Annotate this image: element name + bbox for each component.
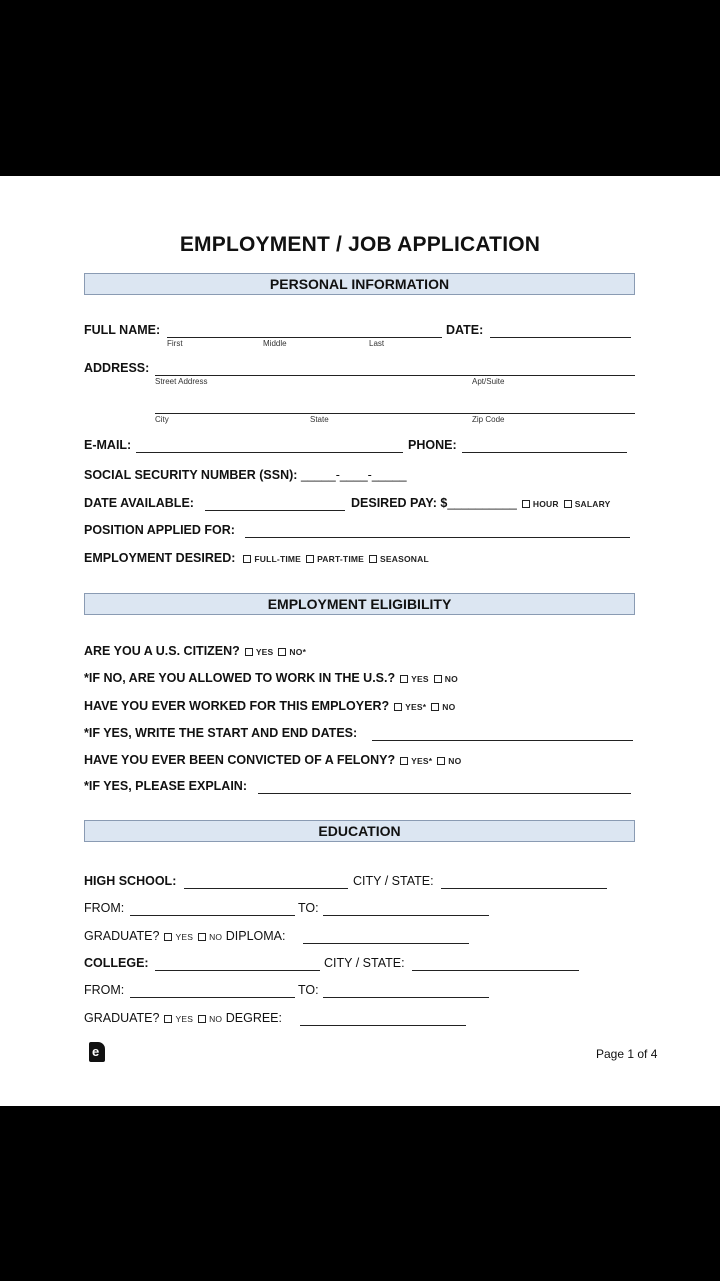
street-address-field[interactable] bbox=[155, 375, 635, 376]
no-option: NO bbox=[442, 702, 456, 712]
college-label: COLLEGE: bbox=[84, 956, 149, 970]
allowed-to-work-row bbox=[84, 671, 458, 685]
section-header-education: EDUCATION bbox=[84, 820, 635, 842]
college-graduate-no-checkbox[interactable] bbox=[198, 1015, 206, 1023]
page-title: EMPLOYMENT / JOB APPLICATION bbox=[179, 233, 541, 256]
explain-field[interactable] bbox=[258, 793, 631, 794]
zip-sublabel: Zip Code bbox=[472, 415, 505, 424]
college-from-field[interactable] bbox=[130, 997, 295, 998]
degree-field[interactable] bbox=[300, 1025, 466, 1026]
employment-desired-row bbox=[84, 551, 429, 565]
middle-sublabel: Middle bbox=[263, 339, 287, 348]
hs-city-state-field[interactable] bbox=[441, 888, 607, 889]
allowed-yes-checkbox[interactable] bbox=[400, 675, 408, 683]
hs-to-label: TO: bbox=[298, 901, 319, 915]
email-label: E-MAIL: bbox=[84, 438, 132, 452]
college-to-label: TO: bbox=[298, 983, 319, 997]
date-available-label: DATE AVAILABLE: bbox=[84, 496, 194, 510]
street-sublabel: Street Address bbox=[155, 377, 208, 386]
hour-option: HOUR bbox=[532, 499, 559, 509]
email-field[interactable] bbox=[136, 452, 403, 453]
hs-from-label: FROM: bbox=[84, 901, 125, 915]
felony-question: HAVE YOU EVER BEEN CONVICTED OF A FELONY? bbox=[84, 753, 396, 767]
yes-option: YES* bbox=[405, 702, 427, 712]
seasonal-checkbox[interactable] bbox=[369, 555, 377, 563]
citizen-question: ARE YOU A U.S. CITIZEN? bbox=[84, 644, 240, 658]
logo-letter: e bbox=[92, 1044, 100, 1059]
eforms-logo-icon bbox=[89, 1042, 105, 1062]
hs-graduate-row bbox=[84, 929, 285, 943]
city-sublabel: City bbox=[155, 415, 169, 424]
diploma-field[interactable] bbox=[303, 943, 469, 944]
full-name-label: FULL NAME: bbox=[84, 323, 161, 337]
salary-option: SALARY bbox=[574, 499, 611, 509]
position-label: POSITION APPLIED FOR: bbox=[84, 523, 235, 537]
desired-pay-row bbox=[351, 496, 611, 510]
worked-yes-checkbox[interactable] bbox=[394, 703, 402, 711]
document-page bbox=[0, 176, 720, 1106]
state-sublabel: State bbox=[310, 415, 329, 424]
no-option: NO bbox=[209, 932, 223, 942]
date-available-field[interactable] bbox=[205, 510, 345, 511]
felony-no-checkbox[interactable] bbox=[437, 757, 445, 765]
part-time-option: PART-TIME bbox=[317, 554, 365, 564]
ssn-row bbox=[84, 468, 407, 482]
high-school-field[interactable] bbox=[184, 888, 348, 889]
yes-option: YES bbox=[255, 647, 274, 657]
salary-checkbox[interactable] bbox=[564, 500, 572, 508]
yes-option: YES bbox=[411, 674, 429, 684]
phone-field[interactable] bbox=[462, 452, 627, 453]
date-label: DATE: bbox=[446, 323, 484, 337]
hs-city-state-label: CITY / STATE: bbox=[353, 874, 434, 888]
hs-graduate-label: GRADUATE? bbox=[84, 929, 160, 943]
degree-label: DEGREE: bbox=[225, 1011, 282, 1025]
page-number: Page 1 of 4 bbox=[596, 1047, 658, 1061]
city-state-zip-field[interactable] bbox=[155, 413, 635, 414]
yes-option: YES* bbox=[411, 756, 433, 766]
ssn-label: SOCIAL SECURITY NUMBER (SSN): bbox=[84, 468, 298, 482]
start-end-dates-label: *IF YES, WRITE THE START AND END DATES: bbox=[84, 726, 358, 740]
full-time-checkbox[interactable] bbox=[243, 555, 251, 563]
hs-graduate-yes-checkbox[interactable] bbox=[164, 933, 172, 941]
no-option: NO bbox=[209, 1014, 223, 1024]
worked-no-checkbox[interactable] bbox=[431, 703, 439, 711]
worked-for-employer-question: HAVE YOU EVER WORKED FOR THIS EMPLOYER? bbox=[84, 699, 390, 713]
hs-to-field[interactable] bbox=[323, 915, 489, 916]
hs-graduate-no-checkbox[interactable] bbox=[198, 933, 206, 941]
yes-option: YES bbox=[175, 1014, 194, 1024]
first-sublabel: First bbox=[167, 339, 183, 348]
full-name-field[interactable] bbox=[167, 337, 442, 338]
ssn-field[interactable]: _____-____-_____ bbox=[300, 468, 407, 482]
college-from-label: FROM: bbox=[84, 983, 125, 997]
college-to-field[interactable] bbox=[323, 997, 489, 998]
allowed-to-work-question: *IF NO, ARE YOU ALLOWED TO WORK IN THE U.S.? bbox=[84, 671, 396, 685]
seasonal-option: SEASONAL bbox=[380, 554, 429, 564]
address-label: ADDRESS: bbox=[84, 361, 150, 375]
hour-checkbox[interactable] bbox=[522, 500, 530, 508]
apt-sublabel: Apt/Suite bbox=[472, 377, 505, 386]
no-option: NO bbox=[448, 756, 462, 766]
felony-yes-checkbox[interactable] bbox=[400, 757, 408, 765]
section-header-personal: PERSONAL INFORMATION bbox=[84, 273, 635, 295]
college-city-state-label: CITY / STATE: bbox=[324, 956, 405, 970]
hs-from-field[interactable] bbox=[130, 915, 295, 916]
college-city-state-field[interactable] bbox=[412, 970, 579, 971]
citizen-yes-checkbox[interactable] bbox=[245, 648, 253, 656]
explain-label: *IF YES, PLEASE EXPLAIN: bbox=[84, 779, 248, 793]
phone-label: PHONE: bbox=[408, 438, 457, 452]
full-time-option: FULL-TIME bbox=[254, 554, 302, 564]
start-end-dates-field[interactable] bbox=[372, 740, 633, 741]
employment-desired-label: EMPLOYMENT DESIRED: bbox=[84, 551, 236, 565]
section-header-eligibility: EMPLOYMENT ELIGIBILITY bbox=[84, 593, 635, 615]
citizen-no-checkbox[interactable] bbox=[278, 648, 286, 656]
last-sublabel: Last bbox=[369, 339, 385, 348]
part-time-checkbox[interactable] bbox=[306, 555, 314, 563]
yes-option: YES bbox=[175, 932, 194, 942]
date-field[interactable] bbox=[490, 337, 631, 338]
college-field[interactable] bbox=[155, 970, 320, 971]
desired-pay-field[interactable]: __________ bbox=[447, 496, 517, 510]
allowed-no-checkbox[interactable] bbox=[434, 675, 442, 683]
position-field[interactable] bbox=[245, 537, 630, 538]
college-graduate-label: GRADUATE? bbox=[84, 1011, 160, 1025]
felony-row bbox=[84, 753, 461, 767]
citizen-row bbox=[84, 644, 306, 658]
worked-for-employer-row bbox=[84, 699, 455, 713]
no-option: NO* bbox=[289, 647, 307, 657]
high-school-label: HIGH SCHOOL: bbox=[84, 874, 177, 888]
no-option: NO bbox=[444, 674, 458, 684]
college-graduate-yes-checkbox[interactable] bbox=[164, 1015, 172, 1023]
desired-pay-label: DESIRED PAY: $ bbox=[351, 496, 448, 510]
college-graduate-row bbox=[84, 1011, 282, 1025]
diploma-label: DIPLOMA: bbox=[225, 929, 286, 943]
